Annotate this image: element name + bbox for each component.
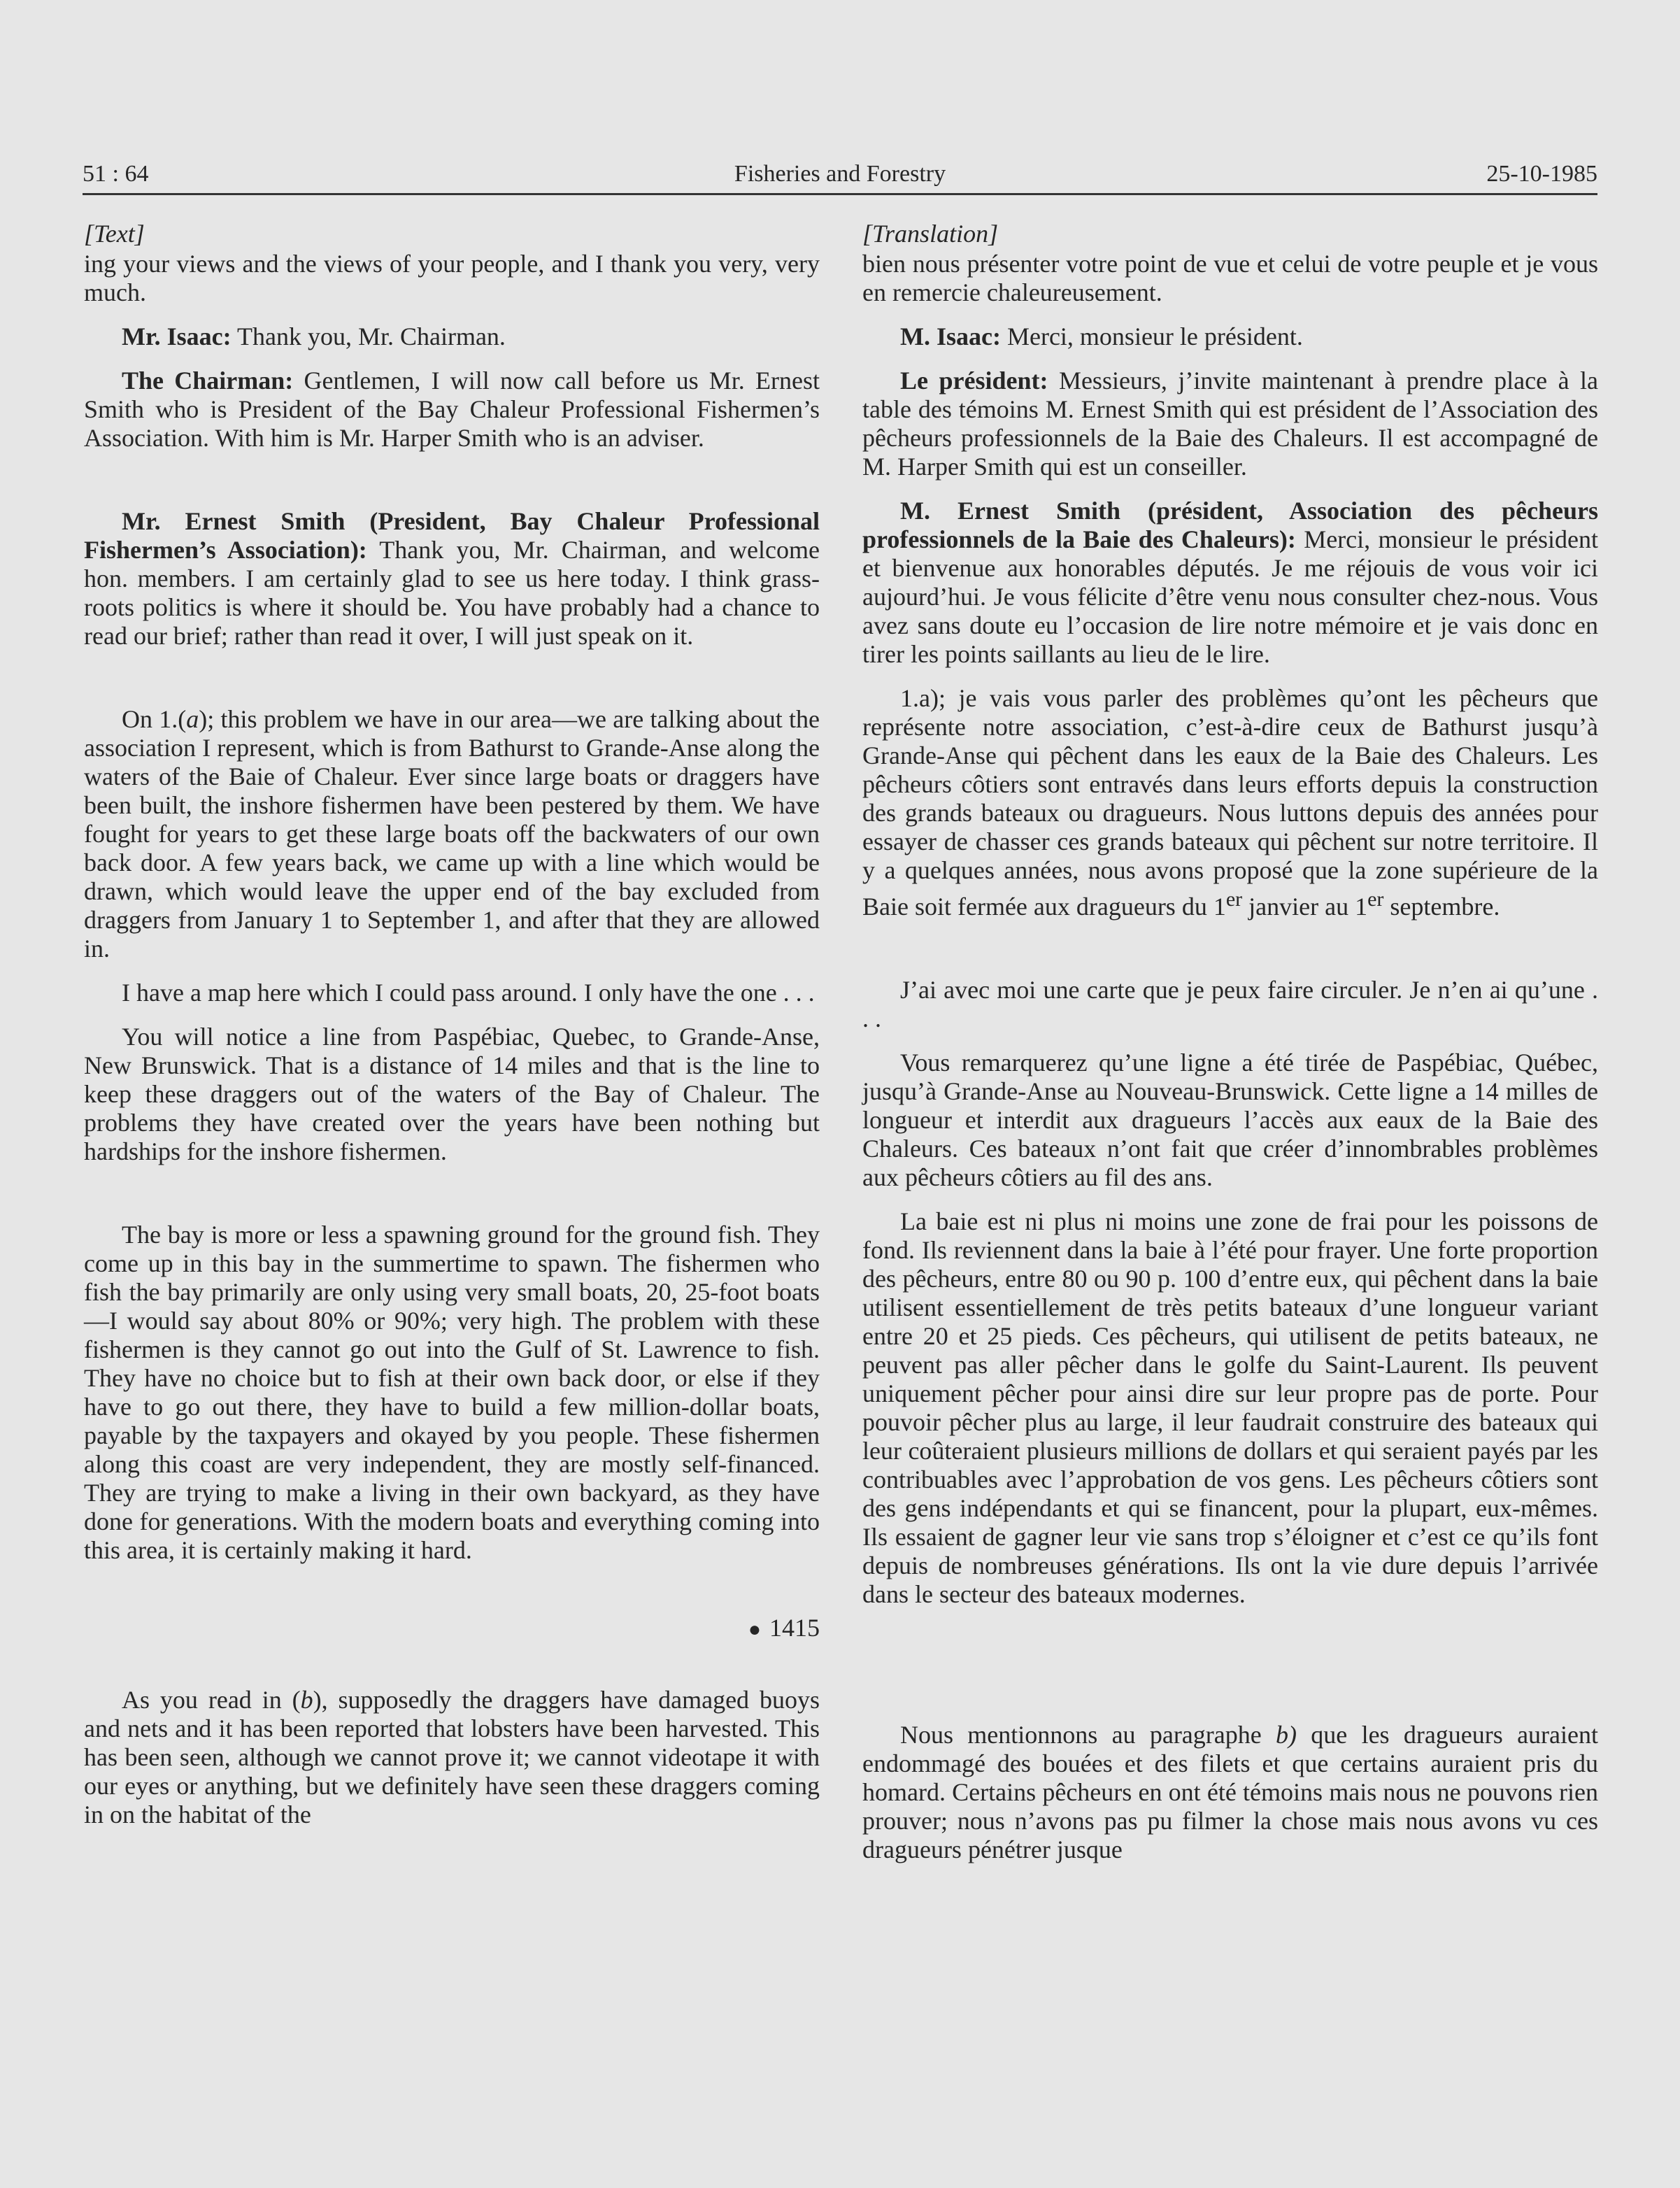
- paragraph: The Chairman: Gentlemen, I will now call before us Mr. Ernest Smith who is President of the Bay Chaleur Professional Fishermen’s Association. With him is Mr. Harper Smith who is an adviser.: [84, 367, 820, 452]
- paragraph: M. Isaac: Merci, monsieur le président.: [900, 322, 1303, 350]
- paragraph: On 1.(a); this problem we have in our area—we are talking about the association I represent, which is from Bathurst to Grande-Anse along the waters of the Baie of Chaleur. Ever since large boats or draggers have been built, the inshore fishermen have been pestered by them. We have fought for years to get these large boats off the backwaters of our own back door. A few years back, we came up with a line which would be drawn, which would leave the upper end of the bay excluded from draggers from January 1 to September 1, and after that they are allowed in.: [84, 705, 820, 962]
- time-marker: ● 1415: [748, 1614, 820, 1642]
- speaker-name: Mr. Ernest Smith (President, Bay Chaleur Professional Fishermen’s Association):: [84, 507, 820, 564]
- paragraph: Mr. Ernest Smith (President, Bay Chaleur Professional Fishermen’s Association): Thank you, Mr. Chairman, and welcome hon. members. I am certainly glad to see us here today. I think grass-roots politics is where it should be. You have probably had a chance to read our brief; rather than read it over, I will just speak on it.: [84, 507, 820, 650]
- speaker-name: The Chairman:: [122, 367, 294, 395]
- header-rule: [83, 193, 1597, 195]
- speaker-name: M. Ernest Smith (président, Association des pêcheurs professionnels de la Baie des Chaleurs):: [862, 497, 1598, 553]
- paragraph: The bay is more or less a spawning ground for the ground fish. They come up in this bay in the summertime to spawn. The fishermen who fish the bay primarily are only using very small boats, 20, 25-foot boats—I would say about 80% or 90%; very high. The problem with these fishermen is they cannot go out into the Gulf of St. Lawrence to fish. They have no choice but to fish at their own back door, or else if they have to go out there, they have to build a few million-dollar boats, payable by the taxpayers and okayed by you people. These fishermen along this coast are very independent, they are mostly self-financed. They are trying to make a living in their own backyard, as they have done for generations. With the modern boats and everything coming into this area, it is certainly making it hard.: [84, 1221, 820, 1564]
- paragraph: M. Ernest Smith (président, Association des pêcheurs professionnels de la Baie des Chaleurs): Merci, monsieur le président et bienvenue aux honorables députés. Je me réjouis de vous voir ici aujourd’hui. Je vous félicite d’être venu nous consulter chez-nous. Vous avez sans doute eu l’occasion de lire notre mémoire et je vais donc en tirer les points saillants au lieu de le lire.: [862, 497, 1598, 668]
- paragraph: ing your views and the views of your people, and I thank you very, very much.: [84, 250, 820, 306]
- paragraph: As you read in (b), supposedly the draggers have damaged buoys and nets and it has been reported that lobsters have been harvested. This has been seen, although we cannot prove it; we cannot videotape it with our eyes or anything, but we definitely have seen these draggers coming in on the habitat of the: [84, 1686, 820, 1828]
- running-title: Fisheries and Forestry: [734, 161, 946, 187]
- paragraph: Mr. Isaac: Thank you, Mr. Chairman.: [122, 322, 506, 350]
- column-label: [Translation]: [862, 220, 999, 248]
- paragraph: You will notice a line from Paspébiac, Quebec, to Grande-Anse, New Brunswick. That is a distance of 14 miles and that is the line to keep these draggers out of the waters of the Bay of Chaleur. The problems they have created over the years have been nothing but hardships for the inshore fishermen.: [84, 1023, 820, 1165]
- speaker-name: Le président:: [900, 367, 1048, 395]
- paragraph: I have a map here which I could pass around. I only have the one . . .: [122, 979, 815, 1007]
- paragraph: Le président: Messieurs, j’invite maintenant à prendre place à la table des témoins M. Ernest Smith qui est président de l’Association des pêcheurs professionnels de la Baie des Chaleurs. Il est accompagné de M. Harper Smith qui est un conseiller.: [862, 367, 1599, 481]
- paragraph: Vous remarquerez qu’une ligne a été tirée de Paspébiac, Québec, jusqu’à Grande-Anse au Nouveau-Brunswick. Cette ligne a 14 milles de longueur et interdit aux dragueurs l’accès aux eaux de la Baie des Chaleurs. Ces bateaux n’ont fait que créer d’innombrables problèmes aux pêcheurs côtiers au fil des ans.: [862, 1049, 1598, 1191]
- paragraph: 1.a); je vais vous parler des problèmes qu’ont les pêcheurs que représente notre association, c’est-à-dire ceux de Bathurst jusqu’à Grande-Anse qui pêchent dans les eaux de la Baie des Chaleurs. Les pêcheurs côtiers sont entravés dans leurs efforts depuis la construction des grands bateaux ou dragueurs. Nous luttons depuis des années pour essayer de chasser ces grands bateaux qui pêchent sur notre territoire. Il y a quelques années, nous avons proposé que la zone supérieure de la Baie soit fermée aux dragueurs du 1er janvier au 1er septembre.: [862, 684, 1598, 921]
- english-column: [84, 220, 820, 1829]
- column-label: [Text]: [84, 220, 145, 248]
- bullet-icon: ●: [748, 1618, 761, 1641]
- speaker-name: Mr. Isaac:: [122, 322, 232, 350]
- paragraph: Nous mentionnons au paragraphe b) que les dragueurs auraient endommagé des bouées et des filets et que certains auraient pris du homard. Certains pêcheurs en ont été témoins mais nous ne pouvons rien prouver; nous n’avons pas pu filmer la chose mais nous avons vu ces dragueurs pénétrer jusque: [862, 1721, 1598, 1863]
- speaker-name: M. Isaac:: [900, 322, 1001, 350]
- paragraph: J’ai avec moi une carte que je peux faire circuler. Je n’en ai qu’une . . .: [862, 976, 1598, 1032]
- header-date: 25-10-1985: [1486, 161, 1597, 187]
- french-column: [862, 220, 1598, 1864]
- paragraph: La baie est ni plus ni moins une zone de frai pour les poissons de fond. Ils reviennent dans la baie à l’été pour frayer. Une forte proportion des pêcheurs, entre 80 ou 90 p. 100 d’entre eux, qui pêchent dans la baie utilisent essentiellement de très petits bateaux d’une longueur variant entre 20 et 25 pieds. Ces pêcheurs, qui utilisent de petits bateaux, ne peuvent pas aller pêcher dans le golfe du Saint-Laurent. Ils peuvent uniquement pêcher pour ainsi dire sur leur propre pas de porte. Pour pouvoir pêcher plus au large, il leur faudrait construire des bateaux qui leur coûteraient plusieurs millions de dollars et qui seraient payés par les contribuables avec l’approbation de vos gens. Les pêcheurs côtiers sont des gens indépendants et qui se financent, pour la plupart, eux-mêmes. Ils essaient de gagner leur vie sans trop s’éloigner et c’est ce qu’ils font depuis de nombreuses générations. Ils ont la vie dure depuis l’arrivée dans le secteur des bateaux modernes.: [862, 1207, 1598, 1608]
- page-number: 51 : 64: [83, 161, 149, 187]
- paragraph: bien nous présenter votre point de vue et celui de votre peuple et je vous en remercie chaleureusement.: [862, 250, 1598, 306]
